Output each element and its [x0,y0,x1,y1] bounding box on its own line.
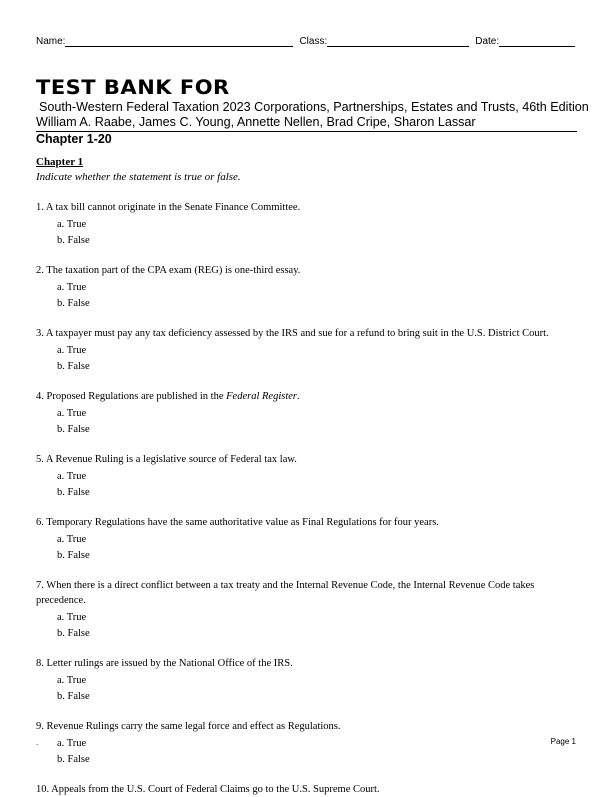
title-divider [36,131,577,132]
class-label: Class: [299,36,328,47]
book-subtitle [36,100,589,130]
question-text: 6. Temporary Regulations have the same authoritative value as Final Regulations for four years. [36,517,439,528]
class-field[interactable] [327,36,469,47]
option-false[interactable]: b. False [57,550,90,561]
question-text: 10. Appeals from the U.S. Court of Federal Claims go to the U.S. Supreme Court. [36,784,380,795]
question-text [36,389,581,404]
name-field[interactable] [65,36,293,47]
question-3 [36,326,581,374]
student-info-header [36,36,576,47]
question-text: 3. A taxpayer must pay any tax deficiency assessed by the IRS and sue for a refund to bring suit in the U.S. District Court. [36,328,549,339]
question-text: 8. Letter rulings are issued by the National Office of the IRS. [36,658,293,669]
question-4 [36,389,581,437]
option-true[interactable]: a. True [57,218,87,230]
page-number: Page 1 [550,737,576,746]
option-true[interactable]: a. True [57,344,87,356]
question-text-italic: Federal Register [226,391,297,402]
question-text-start: 4. Proposed Regulations are published in the [36,391,227,402]
authors-line: William A. Raabe, James C. Young, Annette Nellen, Brad Cripe, Sharon Lassar [36,115,476,129]
option-false[interactable]: b. False [57,691,90,702]
question-text: 2. The taxation part of the CPA exam (REG) is one-third essay. [36,265,301,276]
option-true[interactable]: a. True [57,737,87,749]
question-2 [36,263,581,311]
name-label: Name: [36,36,66,47]
option-true[interactable]: a. True [57,281,87,293]
option-true[interactable]: a. True [57,533,87,545]
footer-mark: . [36,738,39,747]
question-text: 7. When there is a direct conflict between a tax treaty and the Internal Revenue Code, the Internal Revenue Code takes precedence. [36,580,535,606]
test-bank-title: TEST BANK FOR [36,76,230,99]
question-9 [36,719,581,767]
option-false[interactable]: b. False [57,424,90,435]
question-section [36,155,581,797]
option-false[interactable]: b. False [57,487,90,498]
question-10 [36,782,581,797]
chapter-heading: Chapter 1 [36,156,84,168]
question-text: 5. A Revenue Ruling is a legislative source of Federal tax law. [36,454,297,465]
question-6 [36,515,581,563]
question-8 [36,656,581,704]
question-5 [36,452,581,500]
option-false[interactable]: b. False [57,754,90,765]
question-text: 9. Revenue Rulings carry the same legal force and effect as Regulations. [36,721,341,732]
option-true[interactable]: a. True [57,611,87,623]
option-false[interactable]: b. False [57,298,90,309]
option-false[interactable]: b. False [57,628,90,639]
question-1 [36,200,581,248]
date-field[interactable] [499,36,575,47]
option-true[interactable]: a. True [57,674,87,686]
option-true[interactable]: a. True [57,407,87,419]
option-true[interactable]: a. True [57,470,87,482]
instructions: Indicate whether the statement is true or false. [36,171,241,183]
question-7 [36,578,581,641]
question-text-end: . [297,391,300,402]
date-label: Date: [475,36,500,47]
chapter-range: Chapter 1-20 [36,132,112,146]
option-false[interactable]: b. False [57,361,90,372]
question-text: 1. A tax bill cannot originate in the Senate Finance Committee. [36,202,301,213]
book-title-line: South-Western Federal Taxation 2023 Corporations, Partnerships, Estates and Trusts, 46th Edition [39,100,589,114]
option-false[interactable]: b. False [57,235,90,246]
